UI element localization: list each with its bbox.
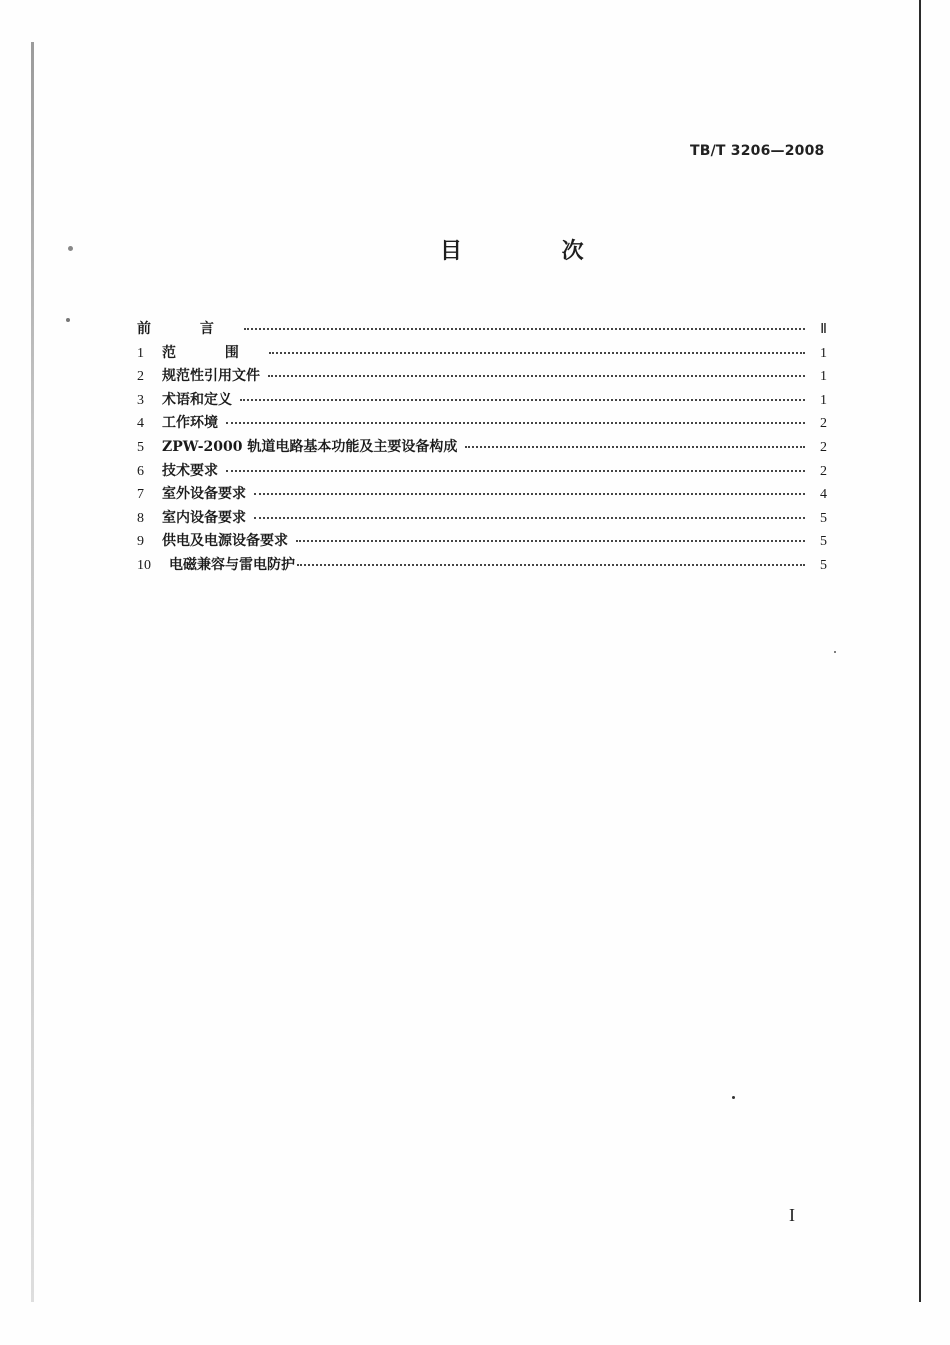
toc-entry-title: 室外设备要求: [162, 486, 246, 503]
toc-entry-number: 3: [137, 392, 144, 408]
scan-speck: [834, 651, 836, 653]
toc-entry-page: 4: [820, 487, 827, 503]
toc-entry-number: 10: [137, 557, 151, 573]
toc-entry-emc-lightning[interactable]: [137, 554, 827, 578]
toc-entry-title: 技术要求: [162, 462, 218, 479]
toc-entry-number: 9: [137, 534, 144, 550]
toc-entry-page: 5: [820, 534, 827, 550]
toc-entry-terms-definitions[interactable]: [137, 389, 827, 413]
toc-entry-title: 前 言: [137, 321, 236, 337]
toc-entry-outdoor-equipment[interactable]: [137, 483, 827, 507]
toc-entry-title: 电磁兼容与雷电防护: [169, 556, 295, 573]
toc-entry-title: 供电及电源设备要求: [162, 533, 288, 550]
toc-entry-normative-references[interactable]: [137, 365, 827, 389]
page-right-border: [919, 0, 921, 1302]
toc-entry-page: 5: [820, 557, 827, 573]
scan-speck: [66, 318, 70, 322]
toc-entry-scope[interactable]: [137, 342, 827, 366]
toc-entry-working-environment[interactable]: [137, 412, 827, 436]
toc-leader-dots: [254, 493, 805, 495]
toc-entry-page: 2: [820, 463, 827, 479]
toc-entry-title: 范 围: [162, 344, 261, 361]
table-of-contents: [137, 318, 827, 578]
toc-leader-dots: [269, 352, 805, 354]
toc-leader-dots: [465, 446, 805, 448]
toc-entry-page: Ⅱ: [820, 322, 827, 337]
toc-entry-number: 8: [137, 510, 144, 526]
toc-entry-number: 4: [137, 416, 144, 432]
toc-entry-page: 1: [820, 369, 827, 385]
toc-leader-dots: [254, 517, 805, 519]
toc-entry-basic-functions[interactable]: [137, 436, 827, 460]
toc-entry-page: 1: [820, 392, 827, 408]
toc-entry-number: 1: [137, 345, 144, 361]
toc-entry-indoor-equipment[interactable]: [137, 507, 827, 531]
toc-entry-page: 2: [820, 439, 827, 455]
toc-entry-title: 工作环境: [162, 415, 218, 432]
toc-entry-title: 规范性引用文件: [162, 368, 260, 385]
toc-entry-number: 7: [137, 487, 144, 503]
scan-speck: [732, 1096, 735, 1099]
toc-entry-number: 5: [137, 439, 144, 455]
toc-leader-dots: [244, 328, 805, 330]
toc-leader-dots: [226, 422, 805, 424]
toc-entry-title: 术语和定义: [162, 391, 232, 408]
page-number: I: [789, 1205, 795, 1225]
toc-entry-power-supply[interactable]: [137, 530, 827, 554]
toc-entry-number: 6: [137, 463, 144, 479]
toc-entry-page: 1: [820, 345, 827, 361]
toc-entry-title: ZPW-2000 轨道电路基本功能及主要设备构成: [162, 438, 458, 455]
toc-entry-title: 室内设备要求: [162, 509, 246, 526]
toc-leader-dots: [226, 470, 805, 472]
toc-leader-dots: [297, 564, 805, 566]
toc-leader-dots: [268, 375, 805, 377]
toc-leader-dots: [240, 399, 805, 401]
binding-edge-shadow: [31, 42, 34, 1302]
toc-entry-page: 5: [820, 510, 827, 526]
toc-entry-page: 2: [820, 416, 827, 432]
toc-leader-dots: [296, 540, 805, 542]
toc-entry-number: 2: [137, 369, 144, 385]
toc-entry-technical-requirements[interactable]: [137, 460, 827, 484]
standard-number: TB/T 3206—2008: [690, 143, 825, 159]
toc-title: 目 次: [440, 239, 630, 264]
toc-entry-foreword[interactable]: [137, 318, 827, 342]
scan-speck: [68, 246, 73, 251]
